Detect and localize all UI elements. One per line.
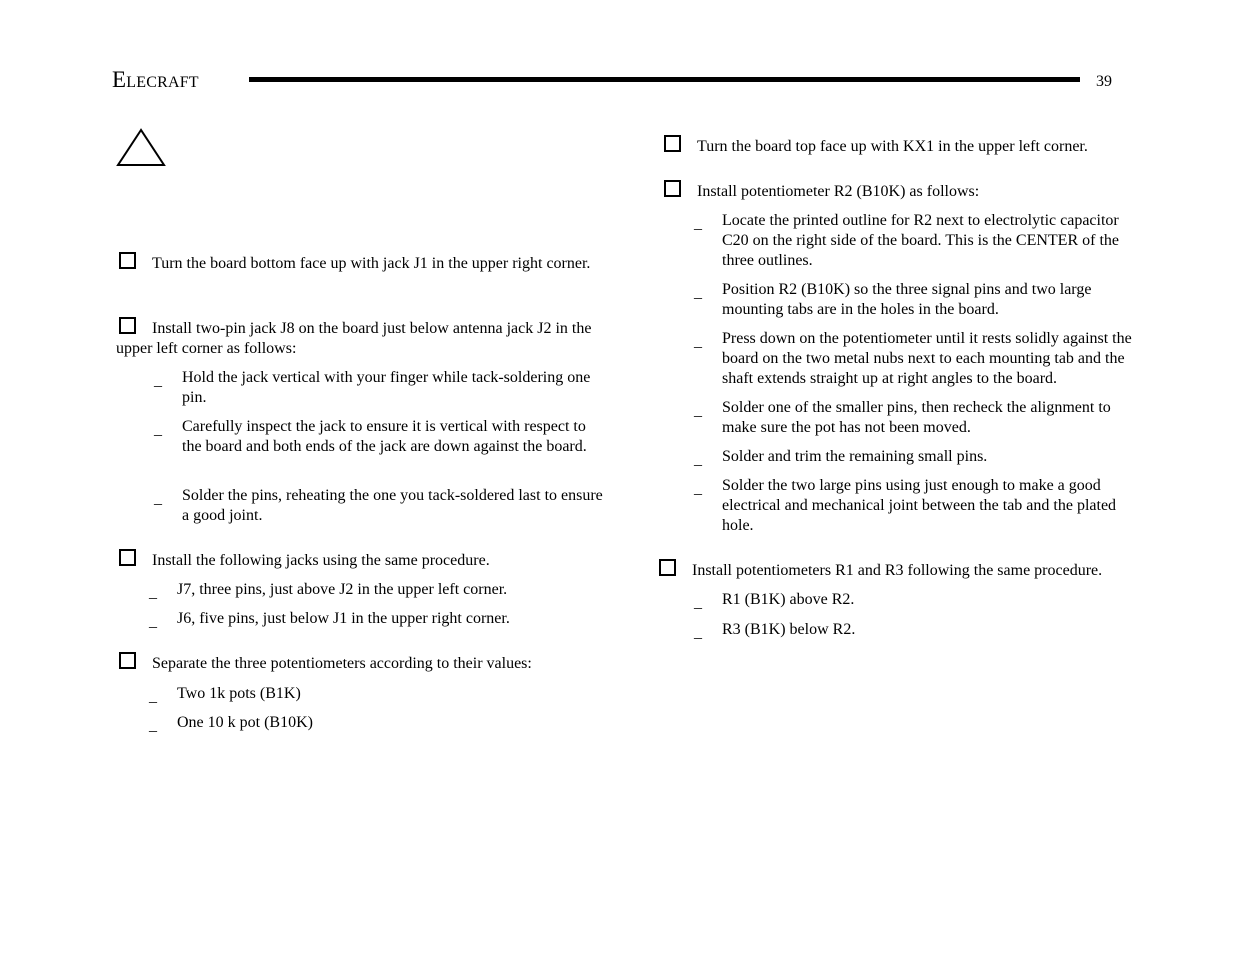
- step-text: Turn the board top face up with KX1 in the upper left corner.: [697, 138, 1088, 155]
- step-checkbox[interactable]: [664, 135, 681, 152]
- bullet-marker: _: [149, 717, 157, 734]
- list-item-text: Position R2 (B10K) so the three signal pins and two large mounting tabs are in the holes in the board.: [722, 281, 1092, 318]
- step-checkbox[interactable]: [119, 549, 136, 566]
- list-item-text: Locate the printed outline for R2 next to electrolytic capacitor C20 on the right side of the board. This is the CENTER of the three outlines.: [722, 212, 1119, 269]
- bullet-marker: _: [694, 594, 702, 611]
- warning-triangle-icon: [116, 128, 166, 168]
- bullet-marker: _: [694, 451, 702, 468]
- bullet-marker: _: [154, 421, 162, 438]
- step-text: Separate the three potentiometers according to their values:: [152, 655, 532, 672]
- step-text: Install the following jacks using the same procedure.: [152, 552, 490, 569]
- bullet-marker: _: [694, 333, 702, 350]
- list-item-text: Two 1k pots (B1K): [177, 685, 301, 702]
- list-item-text: J6, five pins, just below J1 in the upper right corner.: [177, 610, 510, 627]
- step-checkbox[interactable]: [659, 559, 676, 576]
- list-item-text: R1 (B1K) above R2.: [722, 591, 855, 608]
- list-item-text: Press down on the potentiometer until it rests solidly against the board on the two metal nubs next to each mounting tab and the shaft extends straight up at right angles to the board.: [722, 330, 1132, 387]
- step-text: Install potentiometer R2 (B10K) as follows:: [697, 183, 980, 200]
- bullet-marker: _: [154, 490, 162, 507]
- bullet-marker: _: [694, 402, 702, 419]
- bullet-marker: _: [694, 480, 702, 497]
- list-item-text: Solder the two large pins using just enough to make a good electrical and mechanical joint between the tab and the plated hole.: [722, 477, 1117, 534]
- bullet-marker: _: [694, 624, 702, 641]
- list-item-text: Solder the pins, reheating the one you tack-soldered last to ensure a good joint.: [182, 487, 603, 524]
- step-checkbox[interactable]: [664, 180, 681, 197]
- list-item-text: One 10 k pot (B10K): [177, 714, 313, 731]
- bullet-marker: _: [149, 613, 157, 630]
- step-text: Install potentiometers R1 and R3 following the same procedure.: [692, 562, 1103, 579]
- step-text: Install two-pin jack J8 on the board just below antenna jack J2 in the upper left corner as follows:: [116, 320, 592, 357]
- bullet-marker: _: [149, 584, 157, 601]
- list-item-text: Solder and trim the remaining small pins.: [722, 448, 988, 465]
- list-item-text: Solder one of the smaller pins, then recheck the alignment to make sure the pot has not been moved.: [722, 399, 1111, 436]
- list-item-text: Carefully inspect the jack to ensure it is vertical with respect to the board and both ends of the jack are down against the board.: [182, 418, 587, 455]
- step-text: Turn the board bottom face up with jack J1 in the upper right corner.: [152, 255, 591, 272]
- header-rule: [249, 77, 1080, 82]
- step-checkbox[interactable]: [119, 652, 136, 669]
- list-item-text: J7, three pins, just above J2 in the upper left corner.: [177, 581, 508, 598]
- bullet-marker: _: [154, 372, 162, 389]
- bullet-marker: _: [149, 688, 157, 705]
- bullet-marker: _: [694, 284, 702, 301]
- list-item-text: R3 (B1K) below R2.: [722, 621, 856, 638]
- bullet-marker: _: [694, 215, 702, 232]
- page-number: 39: [1096, 73, 1112, 90]
- brand-name: Elecraft: [112, 67, 199, 92]
- list-item-text: Hold the jack vertical with your finger while tack-soldering one pin.: [182, 369, 591, 406]
